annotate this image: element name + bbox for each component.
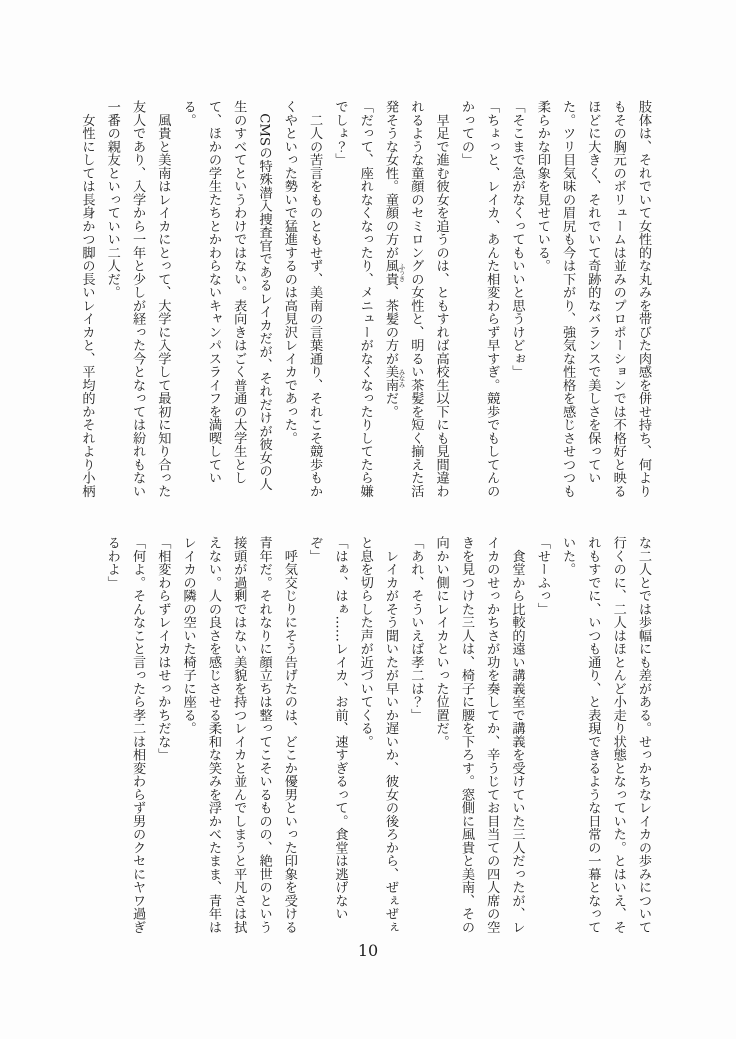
paragraph: 「せーふっ」 xyxy=(534,536,550,616)
furigana-ruby: 風貴 ふうき xyxy=(383,259,406,286)
page-number: 10 xyxy=(357,941,379,960)
paragraph: 「何よ。そんなこと言ったら孝二は相変わらず男のクセにヤワ過ぎるわよ」 xyxy=(104,536,146,934)
furigana-ruby: 美南 みなみ xyxy=(383,365,406,392)
paragraph: 二人の苦言をものともせず、美南の言葉通り、それこそ競歩もかくやといった勢いで猛進するのは高見沢レイカであった。 xyxy=(281,100,323,498)
paragraph: 食堂から比較的遠い講義室で講義を受けていた三人だったが、レイカのせっかちさが功を奏してか、辛うじてお目当ての四人席の空きを見つけた三人は、椅子に腰を下ろす。窓側に風貴と美南、その向かい側にレイカといった位置だ。 xyxy=(433,536,525,934)
paragraph: 呼気交じりにそう告げたのは、どこか優男といった印象を受ける青年だ。それなりに顔立ちは整ってこそいるものの、絶世のという接頭が過剰ではない美貌を持つレイカと並んでしまうと平凡さは拭えない。人の良さを感じさせる柔和な笑みを浮かべたまま、青年はレイカの隣の空いた椅子に座る。 xyxy=(180,536,297,934)
paragraph: 「だって、座れなくなったり、メニューがなくなったりしてたら嫌でしょ？」 xyxy=(332,100,373,498)
paragraph: 「相変わらずレイカはせっかちだな」 xyxy=(155,536,171,762)
text-band-lower xyxy=(90,536,656,935)
paragraph: 風貴と美南はレイカにとって、大学に入学して最初に知り合った友人であり、入学から一年と少しが経った今となっては紛れもない一番の親友といっていい二人だ。 xyxy=(104,100,171,498)
paragraph: CMSの特殊潜入捜査官であるレイカだが、それだけが彼女の人生のすべてというわけではない。表向きはごく普通の大学生として、ほかの学生たちとかわらないキャンパスライフを満喫している。 xyxy=(180,100,272,491)
text-band-upper xyxy=(79,100,656,499)
paragraph: 早足で進む彼女を追うのは、ともすれば高校生以下にも見間違われるような童顔のセミロングの女性と、明るい茶髪を短く揃えた活発そうな女性。童顔の方が風貴 ふうき、茶髪の方が美南 みなみだ。 xyxy=(383,100,449,498)
paragraph: 「ちょっと、レイカ、あんた相変わらず早すぎ。競歩でもしてんのかっての」 xyxy=(458,100,500,498)
paragraph: な二人とでは歩幅にも差がある。せっかちなレイカの歩みについて行くのに、二人はほとんど小走り状態となっていた。とはいえ、それもすでに、いつも通り、と表現できるような日常の一幕となっていた。 xyxy=(560,536,651,934)
paragraph: 女性にしては長身かつ脚の長いレイカと、平均的かそれより小柄 xyxy=(79,100,95,498)
paragraph: 「はぁ、はぁ……レイカ、お前、速すぎるって。食堂は逃げないぞ」 xyxy=(307,536,348,921)
paragraph: レイカがそう聞いたが早いか遅いか、彼女の後ろから、ぜぇぜぇと息を切らした声が近づいてくる。 xyxy=(357,536,399,934)
paragraph: 「そこまで急がなくってもいいと思うけどぉ」 xyxy=(509,100,525,379)
paragraph: 肢体は、それでいて女性的な丸みを帯びた肉感を併せ持ち、何よりもその胸元のボリュームは並みのプロポーションでは不格好と映るほどに大きく、それでいて奇跡的なバランスで美しさを保っていた。ツリ目気味の眉尻も今は下がり、強気な性格を感じさせつつも柔らかな印象を見せている。 xyxy=(534,100,651,498)
paragraph: 「あれ、そういえば孝二は？」 xyxy=(408,536,424,722)
